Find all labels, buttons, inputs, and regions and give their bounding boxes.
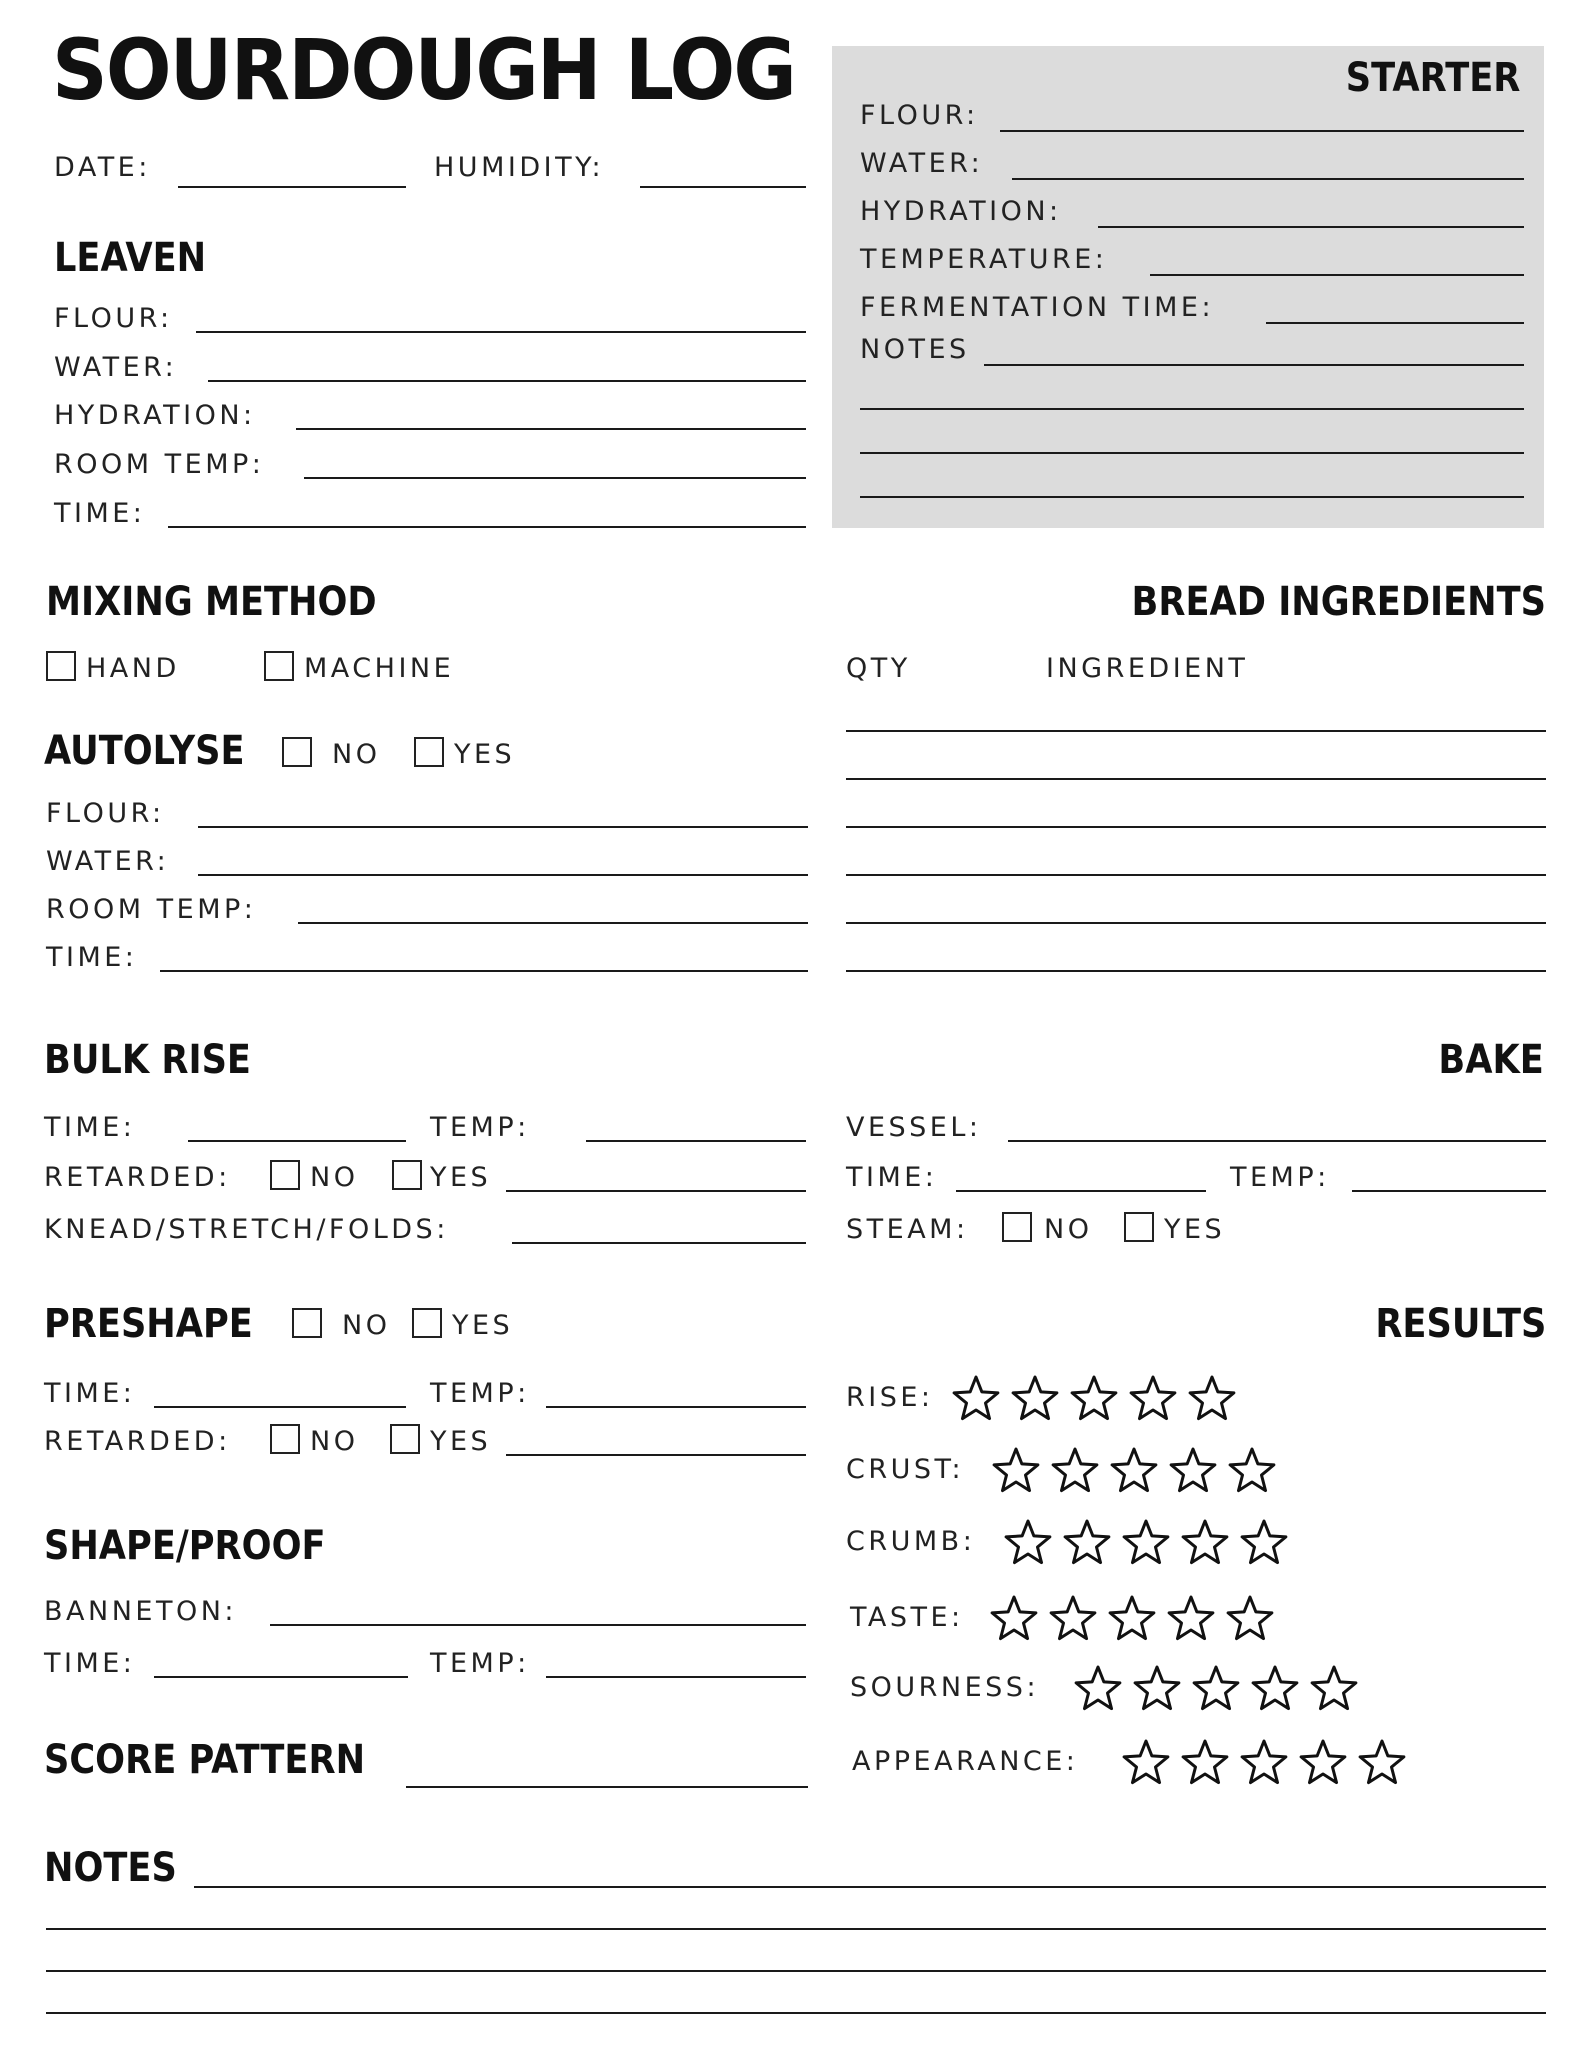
date-field[interactable]: [178, 186, 406, 188]
result-taste-label: TASTE:: [850, 1602, 964, 1633]
bread-ingredients-heading: BREAD INGREDIENTS: [1131, 579, 1546, 625]
autolyse-time-field[interactable]: [160, 970, 808, 972]
humidity-label: HUMIDITY:: [434, 152, 605, 183]
bulk-retarded-yes-label: YES: [430, 1162, 492, 1193]
star-icon[interactable]: [1120, 1736, 1172, 1788]
star-icon[interactable]: [1186, 1372, 1238, 1424]
star-icon[interactable]: [1165, 1592, 1217, 1644]
bake-steam-no-label: NO: [1044, 1214, 1093, 1245]
preshape-retarded-field[interactable]: [506, 1454, 806, 1456]
starter-water-label: WATER:: [860, 148, 984, 179]
preshape-retarded-label: RETARDED:: [44, 1426, 231, 1457]
preshape-no-checkbox[interactable]: [292, 1308, 322, 1338]
bake-steam-yes-label: YES: [1164, 1214, 1226, 1245]
result-rise-stars[interactable]: [950, 1372, 1238, 1424]
star-icon[interactable]: [1224, 1592, 1276, 1644]
star-icon[interactable]: [1002, 1516, 1054, 1568]
knead-label: KNEAD/STRETCH/FOLDS:: [44, 1214, 449, 1245]
leaven-time-label: TIME:: [54, 498, 146, 529]
ingredient-row-line[interactable]: [846, 730, 1546, 732]
ingredient-row-line[interactable]: [846, 970, 1546, 972]
ingredient-row-line[interactable]: [846, 778, 1546, 780]
starter-hydration-field[interactable]: [1098, 226, 1524, 228]
starter-heading: STARTER: [1345, 55, 1520, 101]
leaven-heading: LEAVEN: [54, 235, 207, 281]
bake-time-field[interactable]: [956, 1190, 1206, 1192]
mixing-machine-label: MACHINE: [304, 653, 455, 684]
bulk-temp-label: TEMP:: [430, 1112, 530, 1143]
leaven-water-field[interactable]: [208, 380, 806, 382]
score-pattern-heading: SCORE PATTERN: [44, 1737, 366, 1783]
star-icon[interactable]: [1167, 1444, 1219, 1496]
notes-line[interactable]: [46, 1970, 1546, 1972]
preshape-time-label: TIME:: [44, 1378, 136, 1409]
preshape-retarded-yes-checkbox[interactable]: [390, 1424, 420, 1454]
starter-notes-line[interactable]: [860, 408, 1524, 410]
leaven-hydration-field[interactable]: [296, 428, 806, 430]
result-crust-stars[interactable]: [990, 1444, 1278, 1496]
autolyse-room-temp-field[interactable]: [298, 922, 808, 924]
mixing-machine-checkbox[interactable]: [264, 651, 294, 681]
star-icon[interactable]: [1127, 1372, 1179, 1424]
preshape-temp-field[interactable]: [546, 1406, 806, 1408]
autolyse-time-label: TIME:: [46, 942, 138, 973]
preshape-time-field[interactable]: [154, 1406, 406, 1408]
mixing-hand-checkbox[interactable]: [46, 651, 76, 681]
shape-time-label: TIME:: [44, 1648, 136, 1679]
notes-line[interactable]: [46, 1928, 1546, 1930]
leaven-flour-label: FLOUR:: [54, 303, 173, 334]
star-icon[interactable]: [1190, 1662, 1242, 1714]
ingredient-row-line[interactable]: [846, 874, 1546, 876]
banneton-field[interactable]: [270, 1624, 806, 1626]
bake-temp-field[interactable]: [1352, 1190, 1546, 1192]
starter-temperature-field[interactable]: [1150, 274, 1524, 276]
starter-flour-label: FLOUR:: [860, 100, 979, 131]
star-icon[interactable]: [1308, 1662, 1360, 1714]
autolyse-water-field[interactable]: [198, 874, 808, 876]
notes-line[interactable]: [46, 2012, 1546, 2014]
autolyse-heading: AUTOLYSE: [44, 728, 245, 774]
result-appearance-label: APPEARANCE:: [852, 1746, 1079, 1777]
leaven-room-temp-field[interactable]: [304, 477, 806, 479]
leaven-hydration-label: HYDRATION:: [54, 400, 256, 431]
qty-column-header: QTY: [846, 653, 911, 684]
bake-steam-label: STEAM:: [846, 1214, 969, 1245]
star-icon[interactable]: [1061, 1516, 1113, 1568]
autolyse-water-label: WATER:: [46, 846, 170, 877]
bulk-time-field[interactable]: [188, 1140, 406, 1142]
preshape-retarded-no-checkbox[interactable]: [270, 1424, 300, 1454]
humidity-field[interactable]: [640, 186, 806, 188]
ingredient-row-line[interactable]: [846, 922, 1546, 924]
autolyse-room-temp-label: ROOM TEMP:: [46, 894, 257, 925]
bake-steam-yes-checkbox[interactable]: [1124, 1212, 1154, 1242]
shape-temp-field[interactable]: [546, 1676, 806, 1678]
starter-fermentation-time-field[interactable]: [1266, 322, 1524, 324]
preshape-retarded-no-label: NO: [310, 1426, 359, 1457]
starter-fermentation-time-label: FERMENTATION TIME:: [860, 292, 1215, 323]
star-icon[interactable]: [1009, 1372, 1061, 1424]
preshape-heading: PRESHAPE: [44, 1301, 253, 1347]
star-icon[interactable]: [1108, 1444, 1160, 1496]
star-icon[interactable]: [1238, 1516, 1290, 1568]
bulk-retarded-no-checkbox[interactable]: [270, 1160, 300, 1190]
starter-temperature-label: TEMPERATURE:: [860, 244, 1108, 275]
leaven-time-field[interactable]: [168, 526, 806, 528]
bulk-retarded-no-label: NO: [310, 1162, 359, 1193]
autolyse-yes-checkbox[interactable]: [414, 737, 444, 767]
shape-proof-heading: SHAPE/PROOF: [44, 1523, 326, 1569]
star-icon[interactable]: [1049, 1444, 1101, 1496]
star-icon[interactable]: [988, 1592, 1040, 1644]
ingredient-row-line[interactable]: [846, 826, 1546, 828]
ingredient-column-header: INGREDIENT: [1046, 653, 1249, 684]
preshape-yes-label: YES: [452, 1310, 514, 1341]
star-icon[interactable]: [1120, 1516, 1172, 1568]
notes-heading: NOTES: [44, 1845, 177, 1891]
preshape-yes-checkbox[interactable]: [412, 1308, 442, 1338]
star-icon[interactable]: [1249, 1662, 1301, 1714]
banneton-label: BANNETON:: [44, 1596, 237, 1627]
result-appearance-stars[interactable]: [1120, 1736, 1408, 1788]
autolyse-no-checkbox[interactable]: [282, 737, 312, 767]
starter-notes-line[interactable]: [860, 496, 1524, 498]
star-icon[interactable]: [1297, 1736, 1349, 1788]
autolyse-flour-label: FLOUR:: [46, 798, 165, 829]
preshape-temp-label: TEMP:: [430, 1378, 530, 1409]
mixing-hand-label: HAND: [86, 653, 180, 684]
bake-heading: BAKE: [1438, 1037, 1544, 1083]
bake-vessel-label: VESSEL:: [846, 1112, 982, 1143]
bake-vessel-field[interactable]: [1008, 1140, 1546, 1142]
star-icon[interactable]: [1226, 1444, 1278, 1496]
starter-water-field[interactable]: [1012, 178, 1524, 180]
bulk-temp-field[interactable]: [586, 1140, 806, 1142]
star-icon[interactable]: [1068, 1372, 1120, 1424]
star-icon[interactable]: [1238, 1736, 1290, 1788]
star-icon[interactable]: [1072, 1662, 1124, 1714]
bulk-time-label: TIME:: [44, 1112, 136, 1143]
score-pattern-field[interactable]: [406, 1786, 808, 1788]
result-crust-label: CRUST:: [846, 1454, 965, 1485]
result-rise-label: RISE:: [846, 1382, 934, 1413]
star-icon[interactable]: [1131, 1662, 1183, 1714]
shape-temp-label: TEMP:: [430, 1648, 530, 1679]
starter-flour-field[interactable]: [1000, 130, 1524, 132]
autolyse-no-label: NO: [332, 739, 381, 770]
starter-notes-label: NOTES: [860, 334, 970, 365]
bulk-retarded-label: RETARDED:: [44, 1162, 231, 1193]
bulk-rise-heading: BULK RISE: [44, 1037, 251, 1083]
leaven-room-temp-label: ROOM TEMP:: [54, 449, 265, 480]
bulk-retarded-field[interactable]: [506, 1190, 806, 1192]
results-heading: RESULTS: [1374, 1301, 1546, 1347]
bake-time-label: TIME:: [846, 1162, 938, 1193]
star-icon[interactable]: [990, 1444, 1042, 1496]
preshape-no-label: NO: [342, 1310, 391, 1341]
leaven-flour-field[interactable]: [196, 331, 806, 333]
star-icon[interactable]: [1179, 1736, 1231, 1788]
bulk-retarded-yes-checkbox[interactable]: [392, 1160, 422, 1190]
shape-time-field[interactable]: [154, 1676, 408, 1678]
page-title: SOURDOUGH LOG: [52, 21, 795, 119]
autolyse-flour-field[interactable]: [198, 826, 808, 828]
autolyse-yes-label: YES: [454, 739, 516, 770]
mixing-method-heading: MIXING METHOD: [46, 579, 377, 625]
star-icon[interactable]: [1047, 1592, 1099, 1644]
star-icon[interactable]: [950, 1372, 1002, 1424]
starter-notes-field[interactable]: [984, 364, 1524, 366]
starter-notes-line[interactable]: [860, 452, 1524, 454]
star-icon[interactable]: [1106, 1592, 1158, 1644]
star-icon[interactable]: [1179, 1516, 1231, 1568]
bake-temp-label: TEMP:: [1230, 1162, 1330, 1193]
preshape-retarded-yes-label: YES: [430, 1426, 492, 1457]
result-crumb-label: CRUMB:: [846, 1526, 976, 1557]
result-sourness-label: SOURNESS:: [850, 1672, 1040, 1703]
bake-steam-no-checkbox[interactable]: [1002, 1212, 1032, 1242]
star-icon[interactable]: [1356, 1736, 1408, 1788]
date-label: DATE:: [54, 152, 151, 183]
result-crumb-stars[interactable]: [1002, 1516, 1290, 1568]
result-taste-stars[interactable]: [988, 1592, 1276, 1644]
knead-field[interactable]: [512, 1242, 806, 1244]
leaven-water-label: WATER:: [54, 352, 178, 383]
starter-hydration-label: HYDRATION:: [860, 196, 1062, 227]
notes-field[interactable]: [194, 1886, 1546, 1888]
result-sourness-stars[interactable]: [1072, 1662, 1360, 1714]
